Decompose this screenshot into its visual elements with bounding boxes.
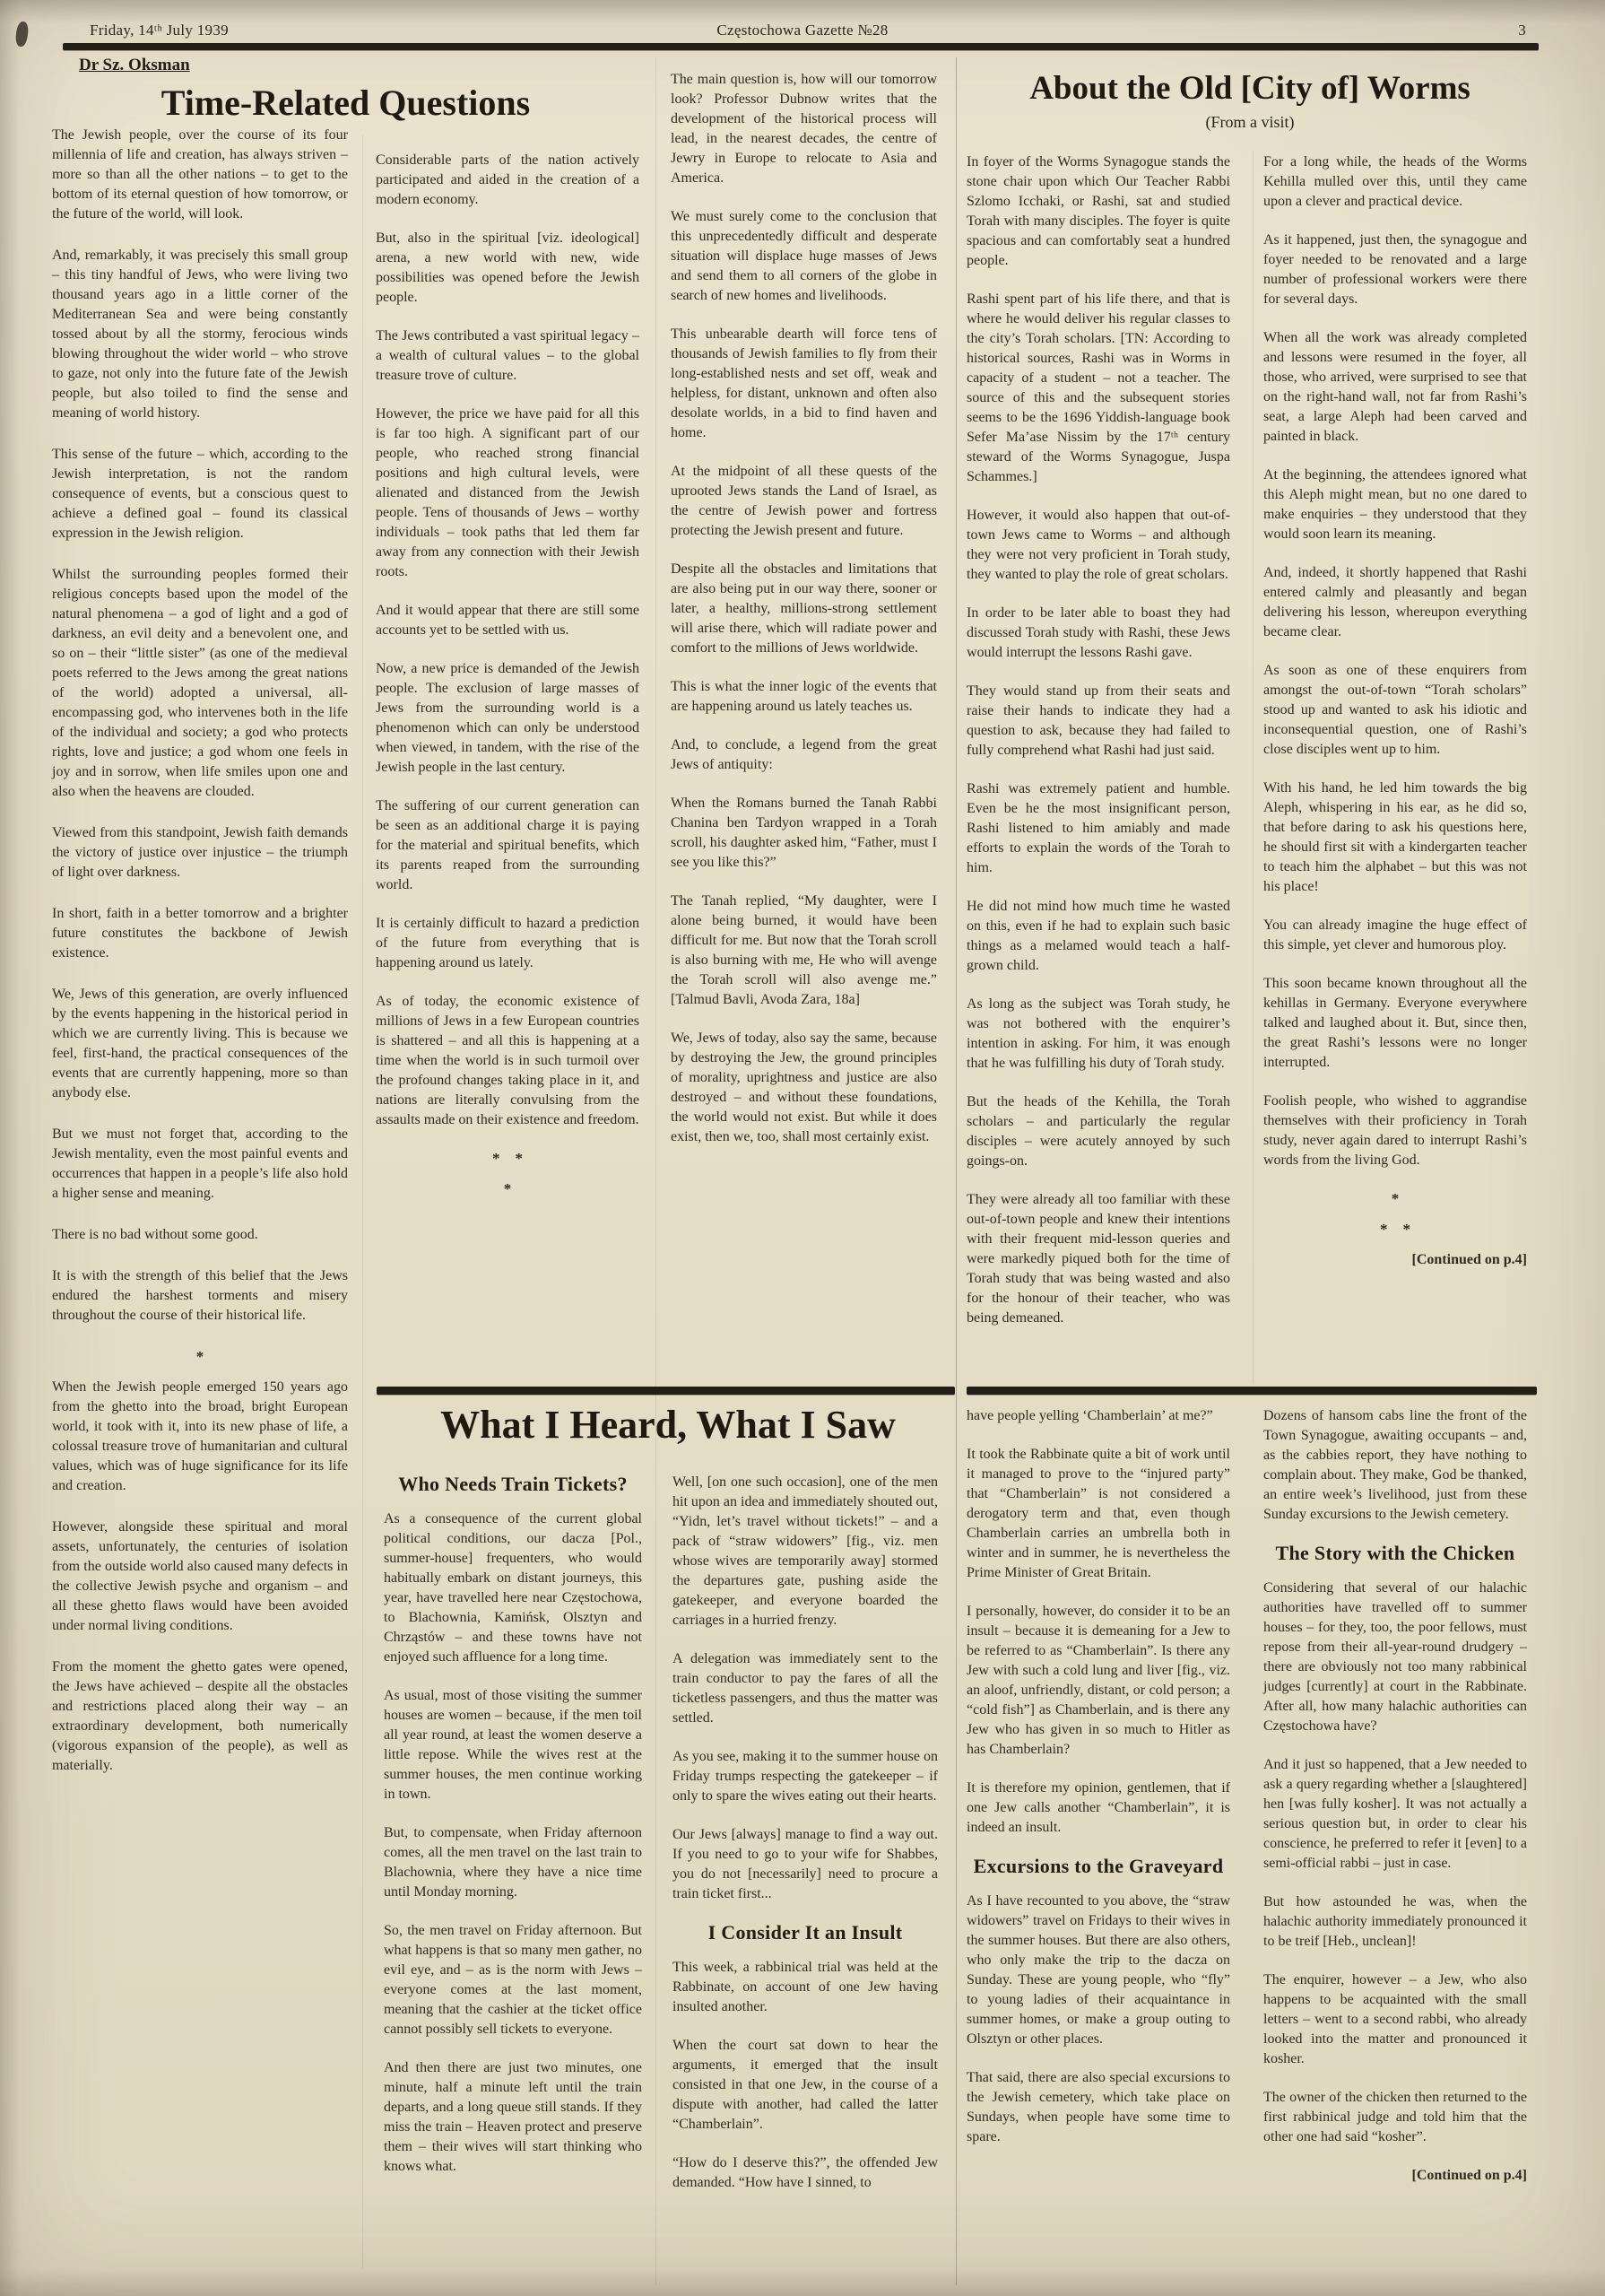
section-subheading: I Consider It an Insult (707, 1921, 903, 1944)
column-divider-4 (1253, 151, 1254, 1384)
section-rule-right (967, 1387, 1537, 1395)
paragraph: When the Romans burned the Tanah Rabbi Chanina ben Tardyon wrapped in a Torah scroll, his daughter asked him, “Father, must I see you like this?” (671, 796, 937, 870)
article-title-what-i-heard-what-i-saw: What I Heard, What I Saw (440, 1403, 896, 1447)
column-3-time-related (671, 70, 937, 1166)
paragraph: When all the work was already completed and lessons were resumed in the foyer, all those, who arrived, were surprised to see that on the right-hand wall, not far from Rashi’s seat, a large Aleph had been carved and painted in black. (1263, 330, 1527, 444)
paragraph: It is therefore my opinion, gentlemen, that if one Jew calls another “Chamberlain”, it is indeed an insult. (967, 1780, 1230, 1835)
header-rule (63, 43, 1539, 50)
paragraph: This is what the inner logic of the events that are happening around us lately teaches us. (671, 679, 937, 714)
paragraph: This week, a rabbinical trial was held at the Rabbinate, on account of one Jew having insulted another. (672, 1960, 938, 2014)
paragraph: There is no bad without some good. (52, 1227, 258, 1242)
asterisk-separator: * (503, 1180, 512, 1197)
paragraph: That said, there are also special excursions to the Jewish cemetery, which take place on Sundays, when people have some time to spare. (967, 2070, 1230, 2144)
paragraph: This unbearable dearth will force tens of thousands of Jewish families to fly from their long-established nests and set off, weak and helpless, for distant, unknown and often also desolate worlds, in a bid to find haven and home. (671, 326, 937, 440)
paragraph: He did not mind how much time he wasted on this, even if he had to explain such basic things as a melamed would teach a half-grown child. (967, 899, 1230, 973)
paragraph: I personally, however, do consider it to be an insult – because it is demeaning for a Jew to be referred to as “Chamberlain”. Is there any Jew with such a cold lung and liver [fig., viz. an aloof, unfriendly, distant, or cold person; a “cold fish”] as Chamberlain, and is there any Jew who has given in so much to Hitler as has Chamberlain? (967, 1604, 1230, 1757)
paragraph: As soon as one of these enquirers from amongst the out-of-town “Torah scholars” stood up and wanted to ask his idiotic and inconsequential question, one of Rashi’s close disciples went up to him. (1263, 663, 1527, 757)
column-divider-3 (956, 57, 957, 2285)
paragraph: It is certainly difficult to hazard a prediction of the future from everything that is happening around us lately. (376, 916, 639, 970)
continued-on-note: [Continued on p.4] (1411, 2168, 1527, 2183)
paragraph: From the moment the ghetto gates were opened, the Jews have achieved – despite all the obstacles and restrictions placed along their way – an extraordinary development, both numerically (vigorous expansion of the people), as well as materially. (52, 1659, 348, 1773)
paragraph: When the court sat down to hear the arguments, it emerged that the insult consisted in that one Jew, in the course of a dispute with another, had called the latter “Chamberlain”. (672, 2038, 938, 2132)
paragraph: However, it would also happen that out-of-town Jews came to Worms – and although they were not very proficient in Torah study, they wanted to play the role of great scholars. (967, 508, 1230, 582)
paragraph: And it just so happened, that a Jew needed to ask a query regarding whether a [slaughtered] hen [was fully kosher]. It was not actually a serious question but, in order to clear his conscience, he preferred to refer it [even] to a semi-official rabbi – just in case. (1263, 1757, 1527, 1871)
paragraph: Considering that several of our halachic authorities have travelled off to summer houses – for they, too, the poor fellows, must repose from their all-year-round drudgery – there are obviously not too many rabbinical judges [currently] at court in the Rabbinate. After all, how many halachic authorities can Częstochowa have? (1263, 1580, 1527, 1734)
paragraph: Rashi spent part of his life there, and that is where he would deliver his regular classes to the city’s Torah scholars. [TN: According to historical sources, Rashi was in Worms in capacity of a student – not a teacher. The source of this and the subsequent stories seems to be the 1696 Yiddish-language book Sefer Ma’ase Nissim by the 17ᵗʰ century steward of the Worms Synagogue, Juspa Schammes.] (967, 291, 1230, 484)
paragraph: “How do I deserve this?”, the offended Jew demanded. “How have I sinned, to (672, 2155, 938, 2190)
paragraph: In short, faith in a better tomorrow and a brighter future constitutes the backbone of Jewish existence. (52, 906, 348, 961)
paragraph: As usual, most of those visiting the summer houses are women – because, if the men toil all year round, at least the women deserve a little repose. While the wives rest at the summer houses, the men continue working in town. (384, 1688, 642, 1802)
section-subheading: Excursions to the Graveyard (973, 1855, 1224, 1877)
paragraph: And it would appear that there are still some accounts yet to be settled with us. (376, 603, 639, 638)
paragraph: And then there are just two minutes, one minute, half a minute left until the train departs, and a long queue still stands. If they miss the train – Heaven protect and preserve them – their wives will start thinking who knows what. (384, 2060, 642, 2174)
paragraph: The Jewish people, over the course of its four millennia of life and creation, has always striven – more so than all the other nations – to get to the bottom of its eternal question of how tomorrow, or the future of the world, will look. (52, 127, 348, 222)
column-4-heard-saw-continued (967, 1406, 1230, 2166)
section-subheading: The Story with the Chicken (1275, 1542, 1515, 1564)
paragraph: A delegation was immediately sent to the train conductor to pay the fares of all the ticketless passengers, and thus the matter was settled. (672, 1651, 938, 1726)
section-rule-left (377, 1387, 955, 1395)
asterisk-separator: * (195, 1348, 204, 1365)
article-title-time-related-questions: Time-Related Questions (160, 83, 531, 123)
paragraph: However, the price we have paid for all this is far too high. A significant part of our people, who reached strong financial positions and high cultural levels, were alienated and distanced from the Jewish people. Tens of thousands of Jews – worthy individuals – took paths that led them far away from any connection with their Jewish roots. (376, 406, 639, 579)
paragraph: Whilst the surrounding peoples formed their religious concepts based upon the model of the natural phenomena – a god of light and a god of darkness, an evil deity and a benevolent one, and so on – their “little sister” (as one of the medieval poets referred to the Jews among the great nations of the world) adopted a universal, all-encompassing god, who intervenes both in the life of the individual and society; a god who protects rights, love and justice; a god whom one feels in joy and in sorrow, when life smiles upon one and also when the heavens are clouded. (52, 567, 348, 799)
column-5-heard-saw-continued (1263, 1406, 1527, 2186)
paragraph: And, to conclude, a legend from the great Jews of antiquity: (671, 737, 937, 772)
paragraph: This soon became known throughout all the kehillas in Germany. Everyone everywhere talked and laughed about it. But, since then, the great Rashi’s lessons were no longer interrupted. (1263, 976, 1527, 1070)
paragraph: At the beginning, the attendees ignored what this Aleph might mean, but no one dared to make enquiries – they understood that they would soon learn its meaning. (1263, 467, 1527, 542)
column-1-time-related (52, 126, 348, 1797)
paragraph: But the heads of the Kehilla, the Torah scholars – and particularly the regular disciples – were acutely annoyed by such goings-on. (967, 1094, 1230, 1169)
paragraph: Dozens of hansom cabs line the front of the Town Synagogue, awaiting occupants – and, as the cabbies report, they have nothing to complain about. They make, God be thanked, an entire week’s livelihood, just from these Sunday excursions to the Jewish cemetery. (1263, 1408, 1527, 1522)
issue-date: Friday, 14ᵗʰ July 1939 (90, 22, 229, 39)
paragraph: We must surely come to the conclusion that this unprecedentedly difficult and desperate situation will displace huge masses of Jews and send them to all corners of the globe in search of new homes and livelihoods. (671, 209, 937, 303)
paragraph: have people yelling ‘Chamberlain’ at me?” (967, 1408, 1213, 1423)
paragraph: With his hand, he led him towards the big Aleph, whispering in his ear, as he did so, that before daring to ask his questions here, he should first sit with a kindergarten teacher to teach him the alphabet – but this was not his place! (1263, 780, 1527, 894)
paragraph: It is with the strength of this belief that the Jews endured the harshest torments and misery throughout the course of their historical life. (52, 1268, 348, 1323)
paragraph: We, Jews of today, also say the same, because by destroying the Jew, the ground principles of morality, uprightness and justice are also destroyed – and without these foundations, the world would not exist. But while it does exist, then we, too, shall most certainly exist. (671, 1031, 937, 1144)
paragraph: The main question is, how will our tomorrow look? Professor Dubnow writes that the development of the historical process will lead, in the nearest decades, the centre of Jewry in Europe to relocate to Asia and America. (671, 72, 937, 186)
paragraph: However, alongside these spiritual and moral assets, unfortunately, the centuries of isolation from the outside world also caused many defects in the collective Jewish psyche and organism – and all these ghetto flaws would have been avoided under normal living conditions. (52, 1519, 348, 1633)
column-2-time-related (376, 151, 639, 1210)
paragraph: They were already all too familiar with these out-of-town people and knew their intentions with their frequent mid-lesson queries and were markedly piqued both for the time of Torah study that was being wasted and also for the honour of their teacher, who was being demeaned. (967, 1192, 1230, 1326)
column-divider-1 (362, 135, 363, 2269)
paragraph: In order to be later able to boast they had discussed Torah study with Rashi, these Jews would interrupt the lessons Rashi gave. (967, 605, 1230, 660)
continued-on-note: [Continued on p.4] (1411, 1252, 1527, 1267)
paragraph: So, the men travel on Friday afternoon. But what happens is that so many men gather, no evil eye, and – as is the norm with Jews – everyone comes at the last moment, meaning that the cashier at the ticket office cannot possibly sell tickets to everyone. (384, 1923, 642, 2037)
page-number: 3 (1518, 22, 1526, 39)
paragraph: As a consequence of the current global political conditions, our dacza [Pol., summer-house] frequenters, who would habitually embark on distant journeys, this year, have travelled here near Częstochowa, to Blachownia, Kamińsk, Olsztyn and Chrząstów – and these towns have not enjoyed such affluence for a long time. (384, 1511, 642, 1665)
paragraph: As of today, the economic existence of millions of Jews in a few European countries is shattered – and all this is happening at a time when the world is in such turmoil over the profound changes taking place in it, and nations are literally convulsing from the assaults made on their existence and freedom. (376, 994, 639, 1127)
column-5-worms-right (1263, 152, 1527, 1270)
paragraph: When the Jewish people emerged 150 years ago from the ghetto into the broad, bright European world, it took with it, into its new phase of life, a colossal treasure trove of humanitarian and cultural values, which was of huge significance for its life and creation. (52, 1379, 348, 1493)
paragraph: But we must not forget that, according to the Jewish mentality, even the most painful events and occurrences that happen in a people’s life also hold a higher sense and meaning. (52, 1126, 348, 1201)
paragraph: We, Jews of this generation, are overly influenced by the events happening in the historical period in which we are currently living. This is because we feel, first-hand, the practical consequences of the events that are currently happening, more so than anybody else. (52, 987, 348, 1100)
column-3-heard-saw-right (672, 1473, 938, 2212)
paragraph: You can already imagine the huge effect of this simple, yet clever and humorous ploy. (1263, 918, 1527, 952)
paragraph: Our Jews [always] manage to find a way out. If you need to go to your wife for Shabbes, you do not [necessarily] need to procure a train ticket first... (672, 1827, 938, 1901)
column-divider-2 (655, 57, 656, 2285)
paragraph: In foyer of the Worms Synagogue stands the stone chair upon which Our Teacher Rabbi Szlomo Icchaki, or Rashi, sat and studied Torah with many disciples. The foyer is quite spacious and can comfortably seat a hundred people. (967, 154, 1230, 268)
paragraph: As you see, making it to the summer house on Friday trumps respecting the gatekeeper – if only to spare the wives eating out their hearts. (672, 1749, 938, 1804)
paragraph: The Jews contributed a vast spiritual legacy – a wealth of cultural values – to the global treasure trove of culture. (376, 328, 639, 383)
paragraph: But, also in the spiritual [viz. ideological] arena, a new world with new, wide possibilities was opened before the Jewish people. (376, 230, 639, 305)
paragraph: But how astounded he was, when the halachic authority immediately pronounced it to be treif [Heb., unclean]! (1263, 1894, 1527, 1949)
article-title-about-old-worms: About the Old [City of] Worms (1029, 70, 1471, 107)
section-subheading: Who Needs Train Tickets? (398, 1473, 628, 1495)
paragraph: As I have recounted to you above, the “straw widowers” travel on Fridays to their wives in the summer houses. But there are also others, who only make the trip to the dacza on Sunday. These are young people, who “fly” to young ladies of their acquaintance in summer homes, or make a group outing to Olsztyn or other places. (967, 1893, 1230, 2047)
paragraph: Viewed from this standpoint, Jewish faith demands the victory of justice over injustice – the triumph of light over darkness. (52, 825, 348, 880)
paragraph: This sense of the future – which, according to the Jewish interpretation, is not the random consequence of events, but a conscious quest to achieve a defined goal – found its classical expression in the Jewish religion. (52, 447, 348, 541)
gazette-title: Częstochowa Gazette №28 (716, 22, 889, 39)
asterisk-separator: * * (492, 1150, 523, 1167)
paragraph: The Tanah replied, “My daughter, were I alone being burned, it would have been difficult for me. But now that the Torah scroll is also burning with me, He who will avenge the Torah scroll will also avenge me.” [Talmud Bavli, Avoda Zara, 18a] (671, 893, 937, 1007)
paragraph: The enquirer, however – a Jew, who also happens to be acquainted with the small letters – went to a second rabbi, who already looked into the matter and pronounced it kosher. (1263, 1972, 1527, 2066)
paragraph: Foolish people, who wished to aggrandise themselves with their proficiency in Torah study, never again dared to interrupt Rashi’s words from the living God. (1263, 1093, 1527, 1168)
paragraph: Well, [on one such occasion], one of the men hit upon an idea and immediately shouted out, “Yidn, let’s travel without tickets!” – and a pack of “straw widowers” [fig., viz. men whose wives are temporarily away] stormed the departures gate, pushing aside the gatekeeper, and everyone boarded the carriages in a hurried frenzy. (672, 1474, 938, 1628)
paragraph: Despite all the obstacles and limitations that are also being put in our way there, sooner or later, a healthy, millions-strong settlement will arise there, which will radiate power and comfort to the millions of Jews worldwide. (671, 561, 937, 656)
paragraph: And, indeed, it shortly happened that Rashi entered calmly and pleasantly and began delivering his lesson, whereupon everything became clear. (1263, 565, 1527, 639)
column-2-heard-saw-left (384, 1473, 642, 2196)
paragraph: As long as the subject was Torah study, he was not bothered with the enquirer’s intention in asking. For him, it was enough that he was fulfilling his duty of Torah study. (967, 996, 1230, 1071)
paragraph: And, remarkably, it was precisely this small group – this tiny handful of Jews, who were living two thousand years ago in a little corner of the Mediterranean Sea and were being constantly tossed about by all the stormy, ferocious winds blowing throughout the wider world – who strove to gaze, not only into the future fate of the Jewish people, but also toiled to find the sense and meaning of world history. (52, 248, 348, 421)
paragraph: At the midpoint of all these quests of the uprooted Jews stands the Land of Israel, as the centre of Jewish power and fortress protecting the Jewish present and future. (671, 464, 937, 538)
asterisk-separator: * * (1380, 1221, 1410, 1238)
paragraph: Now, a new price is demanded of the Jewish people. The exclusion of large masses of Jews from the surrounding world is a phenomenon which can only be understood when viewed, in tandem, with the rise of the Jewish people in the last century. (376, 661, 639, 775)
paragraph: The owner of the chicken then returned to the first rabbinical judge and told him that the other one had said “kosher”. (1263, 2090, 1527, 2144)
paragraph: As it happened, just then, the synagogue and foyer needed to be renovated and a large number of professional workers were there for several days. (1263, 232, 1527, 307)
asterisk-separator: * (1391, 1190, 1400, 1207)
paragraph: Rashi was extremely patient and humble. Even be he the most insignificant person, Rashi listened to him amiably and made efforts to explain the words of the Torah to him. (967, 781, 1230, 875)
paragraph: It took the Rabbinate quite a bit of work until it managed to prove to the “injured party” that “Chamberlain” is not considered a derogatory term and that, even though Chamberlain carries an umbrella both in winter and in summer, he is nevertheless the Prime Minister of Great Britain. (967, 1447, 1230, 1580)
byline-author: Dr Sz. Oksman (79, 56, 190, 74)
paragraph: Considerable parts of the nation actively participated and aided in the creation of a modern economy. (376, 152, 639, 207)
article-subtitle-from-a-visit: (From a visit) (1205, 113, 1295, 131)
paragraph: For a long while, the heads of the Worms Kehilla mulled over this, until they came upon a clever and practical device. (1263, 154, 1527, 209)
column-4-worms-left (967, 152, 1230, 1347)
paragraph: The suffering of our current generation can be seen as an additional charge it is paying for the material and spiritual benefits, which its parents reaped from the surrounding world. (376, 798, 639, 892)
paragraph: They would stand up from their seats and raise their hands to indicate they had a question to ask, because they had failed to fully comprehend what Rashi had just said. (967, 683, 1230, 758)
paragraph: But, to compensate, when Friday afternoon comes, all the men travel on the last train to Blachownia, where they have a nice time until Monday morning. (384, 1825, 642, 1900)
